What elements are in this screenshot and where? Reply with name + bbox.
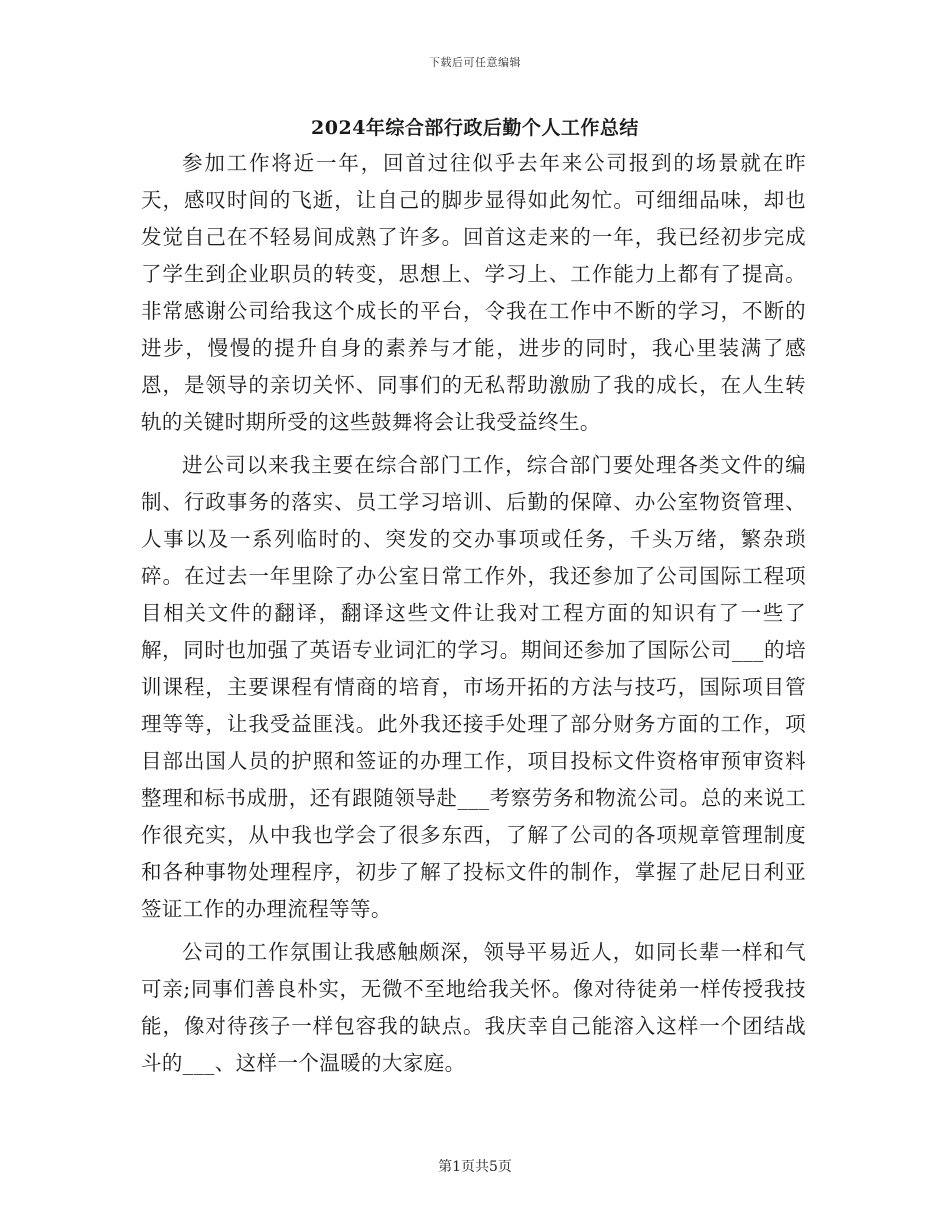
header-note: 下载后可任意编辑 <box>429 56 521 69</box>
document-title: 2024年综合部行政后勤个人工作总结 <box>311 117 639 139</box>
page-number-footer: 第1页共5页 <box>438 1159 512 1175</box>
document-body <box>141 145 806 1088</box>
paragraph-1: 参加工作将近一年，回首过往似乎去年来公司报到的场景就在昨天，感叹时间的飞逝，让自己的脚步显得如此匆忙。可细细品味，却也发觉自己在不轻易间成熟了许多。回首这走来的一年，我已经初步完成了学生到企业职员的转变，思想上、学习上、工作能力上都有了提高。非常感谢公司给我这个成长的平台，令我在工作中不断的学习，不断的进步，慢慢的提升自身的素养与才能，进步的同时，我心里装满了感恩，是领导的亲切关怀、同事们的无私帮助激励了我的成长，在人生转轨的关键时期所受的这些鼓舞将会让我受益终生。 <box>141 151 806 434</box>
paragraph-2: 进公司以来我主要在综合部门工作，综合部门要处理各类文件的编制、行政事务的落实、员工学习培训、后勤的保障、办公室物资管理、人事以及一系列临时的、突发的交办事项或任务，千头万绪，繁杂琐碎。在过去一年里除了办公室日常工作外，我还参加了公司国际工程项目相关文件的翻译，翻译这些文件让我对工程方面的知识有了一些了解，同时也加强了英语专业词汇的学习。期间还参加了国际公司___的培训课程，主要课程有情商的培育，市场开拓的方法与技巧，国际项目管理等等，让我受益匪浅。此外我还接手处理了部分财务方面的工作，项目部出国人员的护照和签证的办理工作，项目投标文件资格审预审资料整理和标书成册，还有跟随领导赴___考察劳务和物流公司。总的来说工作很充实，从中我也学会了很多东西，了解了公司的各项规章管理制度和各种事物处理程序，初步了解了投标文件的制作，掌握了赴尼日利亚签证工作的办理流程等等。 <box>141 453 806 921</box>
paragraph-3: 公司的工作氛围让我感触颇深，领导平易近人，如同长辈一样和气可亲;同事们善良朴实，无微不至地给我关怀。像对待徒弟一样传授我技能，像对待孩子一样包容我的缺点。我庆幸自己能溶入这样一个团结战斗的___、这样一个温暖的大家庭。 <box>141 940 806 1075</box>
